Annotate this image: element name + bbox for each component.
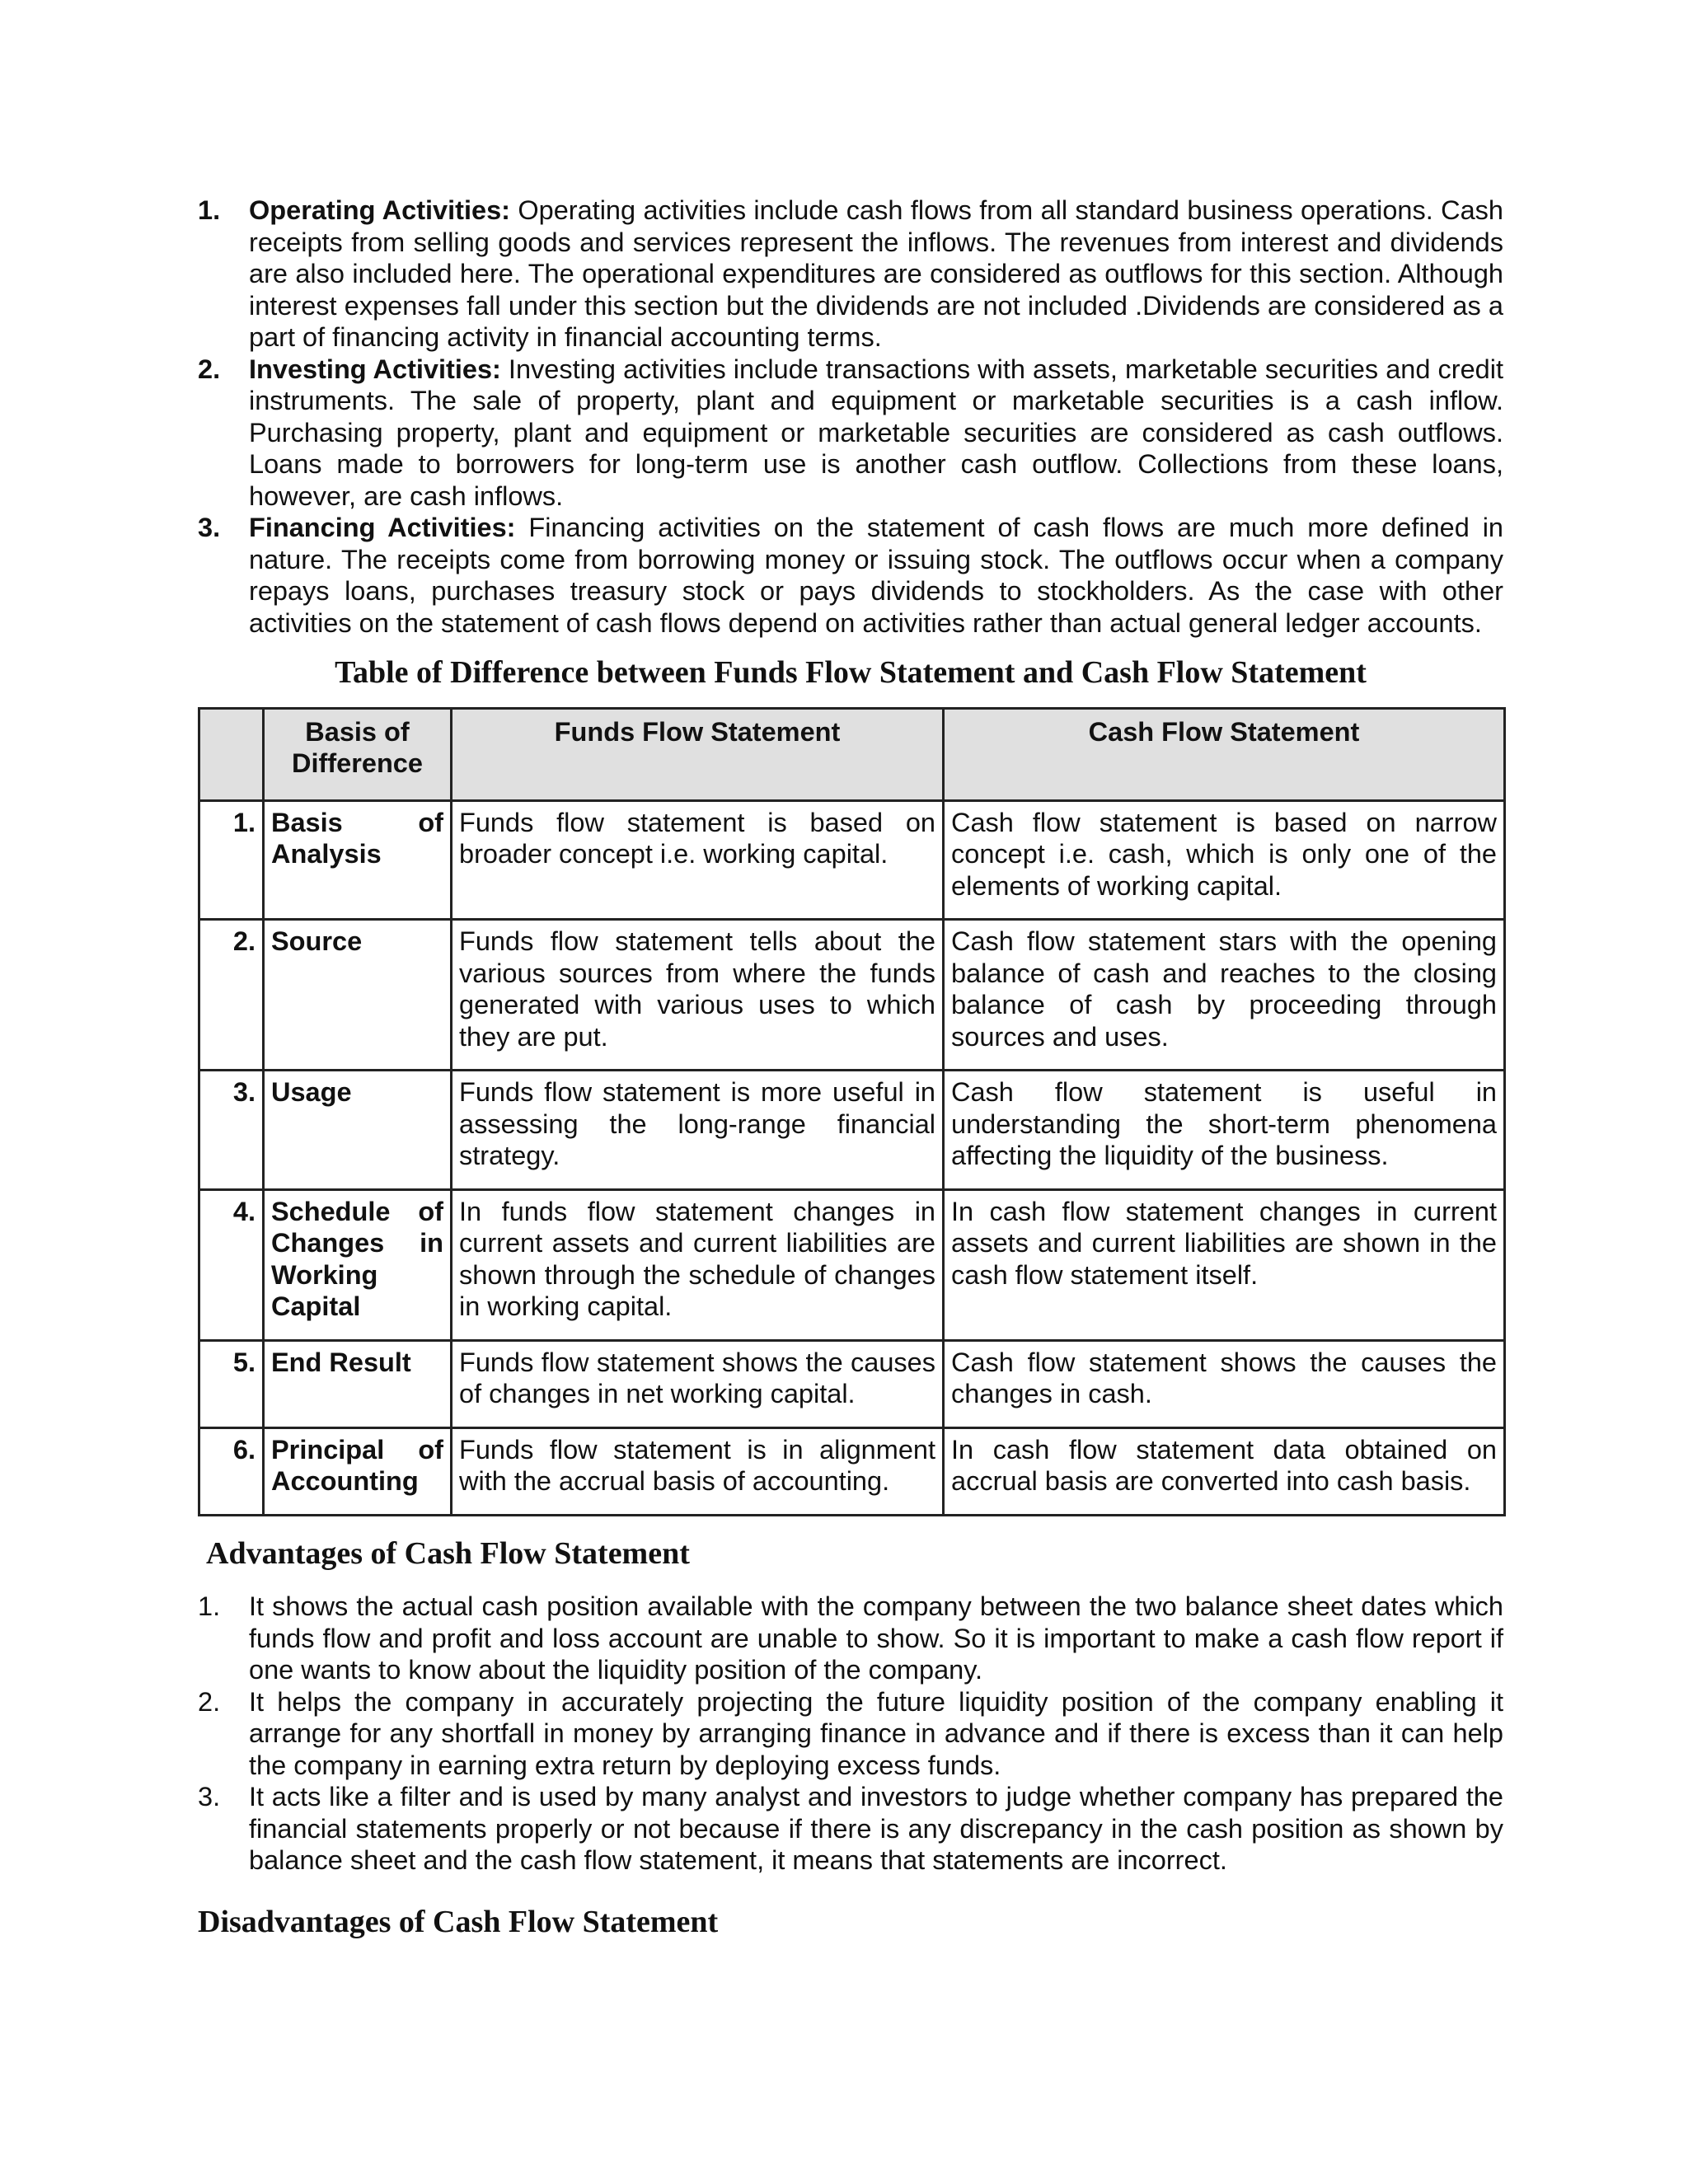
item-text: Financing activities on the statement of cash flows are much more defined in nature. The receipts come from borrowing money or issuing stock. The outflows occur when a company repays loans, purchases treasury stock or pays dividends to stockholders. As the case with other activities on the statement of cash flows depend on activities rather than actual general ledger accounts. — [249, 513, 1503, 638]
item-text: It acts like a filter and is used by many analyst and investors to judge whether company has prepared the financial statements properly or not because if there is any discrepancy in the cash position as shown by balance sheet and the cash flow statement, it means that statements are incorrect. — [249, 1782, 1503, 1875]
item-text: Investing activities include transactions with assets, marketable securities and credit instruments. The sale of property, plant and equipment or marketable securities is a cash inflow. Purchasing property, plant and equipment or marketable securities are considered as cash outflows. Loans made to borrowers for long-term use is another cash outflow. Collections from these loans, however, are cash inflows. — [249, 354, 1503, 511]
row-funds-flow: Funds flow statement is in alignment with the accrual basis of accounting. — [452, 1427, 944, 1515]
list-item — [198, 1591, 1503, 1686]
row-funds-flow: In funds flow statement changes in current assets and current liabilities are shown through the schedule of changes in working capital. — [452, 1189, 944, 1340]
item-number: 3. — [198, 1782, 221, 1811]
row-basis: Source — [264, 920, 452, 1071]
table-row — [199, 1340, 1505, 1427]
row-cash-flow: In cash flow statement data obtained on accrual basis are converted into cash basis. — [944, 1427, 1505, 1515]
item-number: 1. — [198, 1591, 221, 1621]
row-basis: Basis of Analysis — [264, 800, 452, 920]
row-cash-flow: Cash flow statement is based on narrow concept i.e. cash, which is only one of the elements of working capital. — [944, 800, 1505, 920]
table-row — [199, 1189, 1505, 1340]
row-number: 1. — [199, 800, 264, 920]
header-number — [199, 708, 264, 800]
row-funds-flow: Funds flow statement tells about the various sources from where the funds generated with various uses to which they are put. — [452, 920, 944, 1071]
row-cash-flow: Cash flow statement stars with the opening balance of cash and reaches to the closing balance of cash by proceeding through sources and uses. — [944, 920, 1505, 1071]
table-row — [199, 920, 1505, 1071]
row-funds-flow: Funds flow statement shows the causes of changes in net working capital. — [452, 1340, 944, 1427]
item-number: 1. — [198, 195, 221, 225]
advantages-list — [198, 1591, 1503, 1877]
item-number: 2. — [198, 354, 221, 384]
row-cash-flow: In cash flow statement changes in current assets and current liabilities are shown in the cash flow statement itself. — [944, 1189, 1505, 1340]
row-funds-flow: Funds flow statement is based on broader concept i.e. working capital. — [452, 800, 944, 920]
header-cash-flow: Cash Flow Statement — [944, 708, 1505, 800]
list-item — [198, 194, 1503, 354]
header-basis: Basis of Difference — [264, 708, 452, 800]
list-item — [198, 1686, 1503, 1782]
row-number: 2. — [199, 920, 264, 1071]
row-cash-flow: Cash flow statement shows the causes the changes in cash. — [944, 1340, 1505, 1427]
item-term: Financing Activities: — [249, 513, 516, 542]
table-row — [199, 1427, 1505, 1515]
row-funds-flow: Funds flow statement is more useful in assessing the long-range financial strategy. — [452, 1071, 944, 1190]
row-basis: Usage — [264, 1071, 452, 1190]
document-page — [198, 194, 1503, 1959]
table-row — [199, 1071, 1505, 1190]
table-title: Table of Difference between Funds Flow Statement and Cash Flow Statement — [335, 655, 1367, 690]
activities-list — [198, 194, 1503, 639]
item-term: Operating Activities: — [249, 195, 510, 225]
table-header-row — [199, 708, 1505, 800]
row-basis: End Result — [264, 1340, 452, 1427]
list-item — [198, 354, 1503, 513]
row-basis: Schedule of Changes in Working Capital — [264, 1189, 452, 1340]
difference-table — [198, 707, 1506, 1516]
row-number: 3. — [199, 1071, 264, 1190]
disadvantages-heading: Disadvantages of Cash Flow Statement — [198, 1904, 719, 1939]
row-basis: Principal of Accounting — [264, 1427, 452, 1515]
row-number: 6. — [199, 1427, 264, 1515]
item-text: It shows the actual cash position available with the company between the two balance sheet dates which funds flow and profit and loss account are unable to show. So it is important to make a cash flow report if one wants to know about the liquidity position of the company. — [249, 1591, 1503, 1685]
advantages-heading: Advantages of Cash Flow Statement — [206, 1535, 690, 1571]
table-row — [199, 800, 1505, 920]
item-text: Operating activities include cash flows from all standard business operations. Cash receipts from selling goods and services represent the inflows. The revenues from interest and dividends are also included here. The operational expenditures are considered as outflows for this section. Although interest expenses fall under this section but the dividends are not included .Dividends are considered as a part of financing activity in financial accounting terms. — [249, 195, 1504, 352]
list-item — [198, 1781, 1503, 1877]
item-number: 2. — [198, 1686, 221, 1717]
header-funds-flow: Funds Flow Statement — [452, 708, 944, 800]
item-text: It helps the company in accurately projecting the future liquidity position of the company enabling it arrange for any shortfall in money by arranging finance in advance and if there is excess than it can help the company in earning extra return by deploying excess funds. — [249, 1686, 1503, 1780]
list-item — [198, 512, 1503, 639]
row-cash-flow: Cash flow statement is useful in understanding the short-term phenomena affecting the liquidity of the business. — [944, 1071, 1505, 1190]
item-number: 3. — [198, 513, 221, 542]
item-term: Investing Activities: — [249, 354, 501, 384]
row-number: 4. — [199, 1189, 264, 1340]
row-number: 5. — [199, 1340, 264, 1427]
